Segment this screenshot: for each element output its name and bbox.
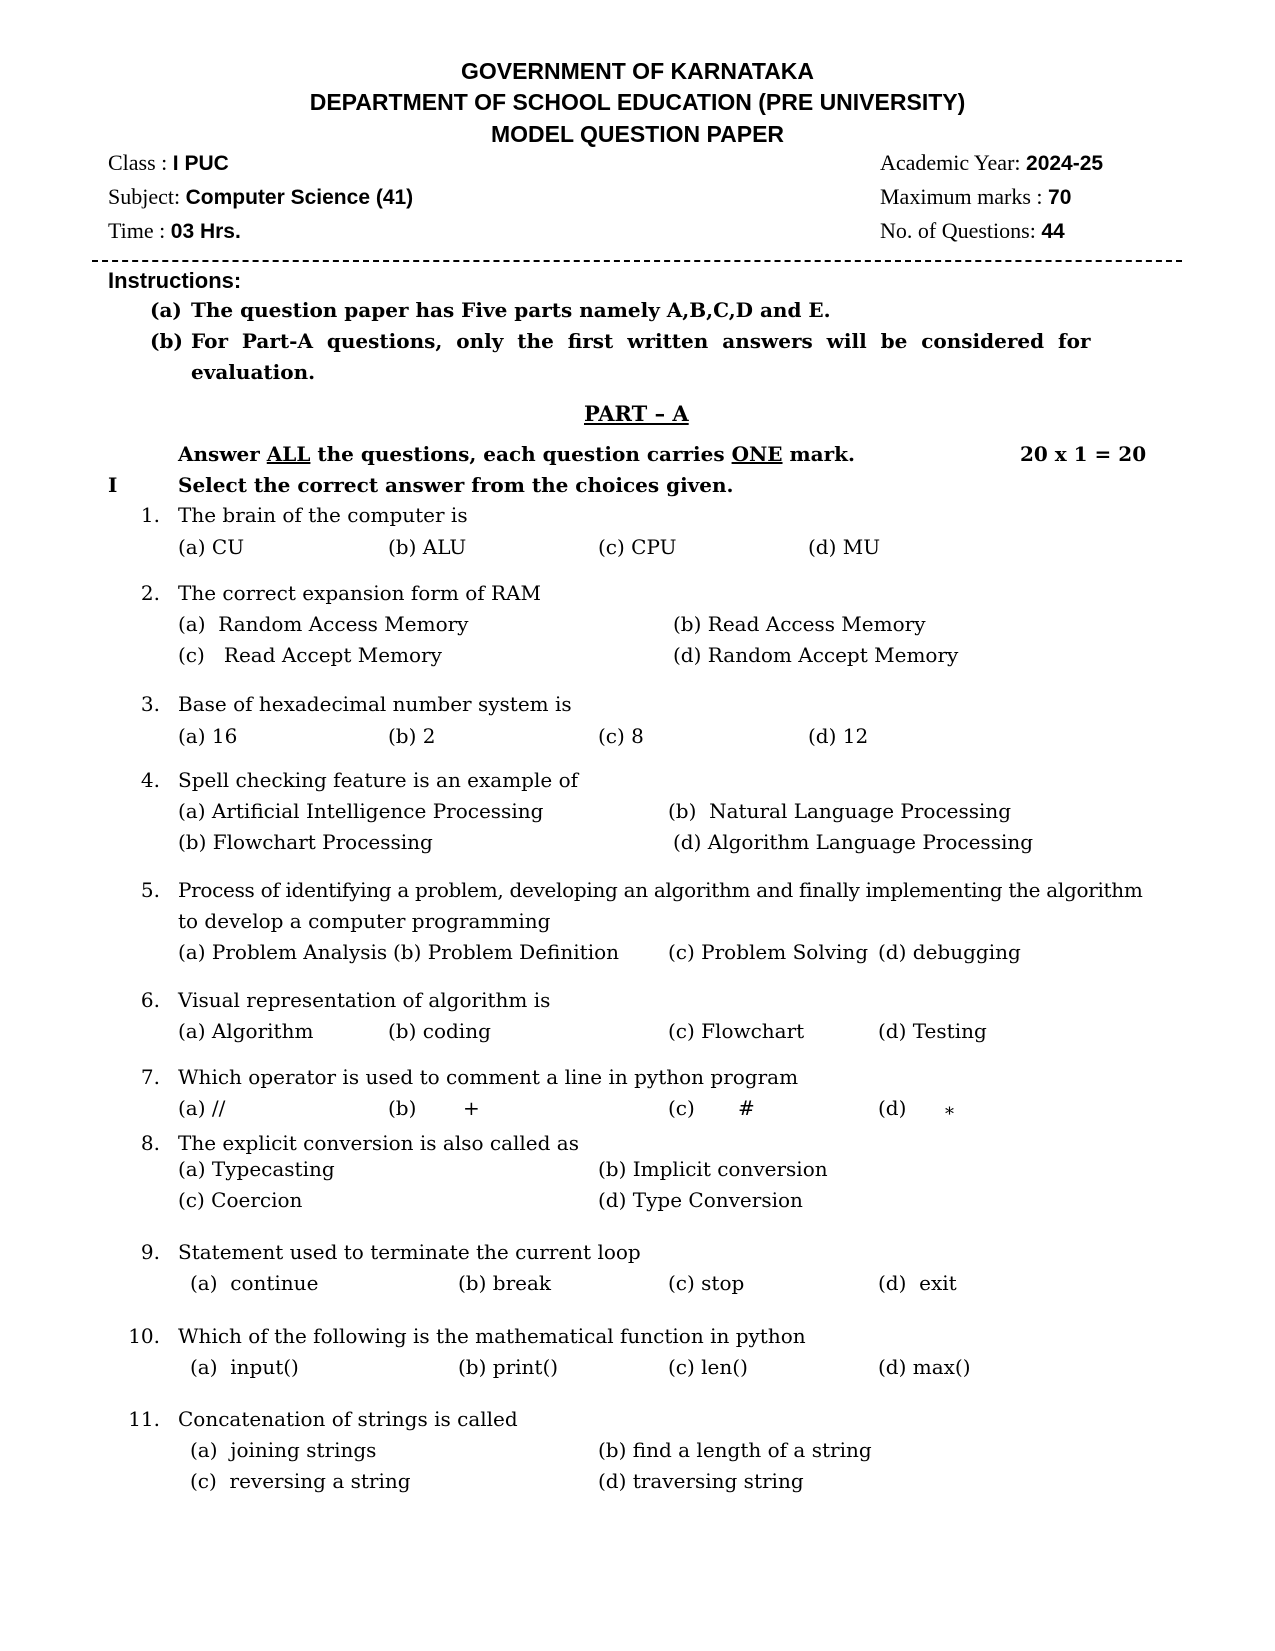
option-a: (a) CU [178, 535, 245, 559]
option-d: (d) exit [878, 1271, 957, 1295]
year-row [880, 150, 1103, 176]
question-text-line-2: to develop a computer programming [178, 909, 551, 933]
subject-value: Computer Science (41) [185, 186, 414, 209]
instructions-heading: Instructions: [108, 268, 242, 293]
section-roman: I [108, 473, 118, 497]
question-number: 3. [140, 692, 160, 716]
option-b: (b) Implicit conversion [598, 1157, 828, 1181]
question-text: Concatenation of strings is called [178, 1407, 518, 1431]
question-text-line-1: Process of identifying a problem, developing an algorithm and finally implementing the algorithm [178, 878, 1143, 902]
option-c: (c) CPU [598, 535, 677, 559]
question-number: 11. [128, 1407, 160, 1431]
option-b: (b) Problem Definition [393, 940, 620, 964]
option-c: (c) stop [668, 1271, 745, 1295]
option-b: (b) coding [388, 1019, 491, 1043]
option-b: (b) Read Access Memory [673, 612, 926, 636]
answer-mid: the questions, each question carries [310, 442, 732, 466]
question-number: 7. [140, 1065, 160, 1089]
marks-value: 70 [1048, 186, 1072, 209]
option-a: (a) 16 [178, 724, 238, 748]
header-line-3: MODEL QUESTION PAPER [490, 121, 785, 147]
question-text: The brain of the computer is [178, 503, 468, 527]
header-line-1: GOVERNMENT OF KARNATAKA [460, 58, 815, 84]
class-value: I PUC [172, 152, 229, 175]
class-row [108, 150, 229, 176]
option-b: (b) Natural Language Processing [668, 799, 1012, 823]
question-number: 2. [140, 581, 160, 605]
marks-row [880, 184, 1071, 210]
option-a: (a) Algorithm [178, 1019, 314, 1043]
instruction-a-text: The question paper has Five parts namely A,B,C,D and E. [191, 298, 831, 322]
option-c: (c) Problem Solving [668, 940, 869, 964]
question-text: Which of the following is the mathematical function in python [178, 1324, 806, 1348]
question-number: 5. [140, 878, 160, 902]
option-d-value: * [945, 1104, 954, 1125]
question-text: Base of hexadecimal number system is [178, 692, 572, 716]
option-d-label: (d) [878, 1096, 907, 1120]
section-instruction: Select the correct answer from the choices given. [178, 473, 734, 497]
option-b: (b) find a length of a string [598, 1438, 872, 1462]
option-d: (d) Type Conversion [598, 1188, 803, 1212]
part-title: PART – A [584, 401, 689, 426]
question-number: 4. [140, 768, 160, 792]
option-c: (c) 8 [598, 724, 644, 748]
year-value: 2024-25 [1026, 152, 1104, 175]
answer-post: mark. [782, 442, 855, 466]
option-d: (d) max() [878, 1355, 971, 1379]
question-number: 1. [140, 503, 160, 527]
time-label: Time : [108, 218, 166, 243]
option-d: (d) debugging [878, 940, 1021, 964]
marks-label: Maximum marks : [880, 184, 1043, 209]
questions-value: 44 [1041, 220, 1065, 243]
question-text: Statement used to terminate the current loop [178, 1240, 641, 1264]
option-a: (a) joining strings [190, 1438, 377, 1462]
question-text: Which operator is used to comment a line in python program [178, 1065, 799, 1089]
question-text: The correct expansion form of RAM [178, 581, 541, 605]
option-d: (d) Testing [878, 1019, 987, 1043]
questions-row [880, 218, 1065, 244]
part-marks: 20 x 1 = 20 [1020, 442, 1147, 466]
option-c: (c) reversing a string [190, 1469, 411, 1493]
answer-pre: Answer [178, 442, 267, 466]
question-number: 10. [128, 1324, 160, 1348]
option-d: (d) Algorithm Language Processing [673, 830, 1034, 854]
option-d: (d) 12 [808, 724, 869, 748]
subject-row [108, 184, 413, 210]
option-d: (d) Random Accept Memory [673, 643, 959, 667]
answer-instruction [178, 442, 855, 466]
option-b: (b) 2 [388, 724, 436, 748]
option-c: (c) Flowchart [668, 1019, 805, 1043]
question-number: 8. [140, 1131, 160, 1155]
class-label: Class : [108, 150, 168, 175]
time-value: 03 Hrs. [170, 220, 241, 243]
question-text: Spell checking feature is an example of [178, 768, 579, 792]
option-b: (b) break [458, 1271, 552, 1295]
question-number: 9. [140, 1240, 160, 1264]
instruction-b-text-1: For Part-A questions, only the first written answers will be considered for [191, 329, 1091, 353]
option-c: (c) Coercion [178, 1188, 303, 1212]
question-number: 6. [140, 988, 160, 1012]
option-a: (a) input() [190, 1355, 299, 1379]
option-d: (d) traversing string [598, 1469, 804, 1493]
option-a: (a) Problem Analysis [178, 940, 388, 964]
option-a: (a) Random Access Memory [178, 612, 469, 636]
instruction-a-label: (a) [150, 298, 182, 322]
dashed-divider [92, 260, 1182, 262]
questions-label: No. of Questions: [880, 218, 1036, 243]
time-row [108, 218, 241, 244]
subject-label: Subject: [108, 184, 181, 209]
option-c-label: (c) [668, 1096, 695, 1120]
year-label: Academic Year: [880, 150, 1021, 175]
instruction-b-text-2: evaluation. [191, 360, 316, 384]
option-a: (a) Typecasting [178, 1157, 335, 1181]
instruction-b-label: (b) [150, 329, 183, 353]
option-a: (a) // [178, 1096, 226, 1120]
option-b-value: + [463, 1096, 480, 1120]
header-line-2: DEPARTMENT OF SCHOOL EDUCATION (PRE UNIVERSITY) [309, 89, 966, 115]
option-b-label: (b) [388, 1096, 417, 1120]
answer-one: ONE [731, 442, 783, 466]
option-a: (a) continue [190, 1271, 319, 1295]
option-a: (a) Artificial Intelligence Processing [178, 799, 544, 823]
option-b: (b) print() [458, 1355, 559, 1379]
question-text: Visual representation of algorithm is [178, 988, 551, 1012]
option-c-value: # [738, 1096, 755, 1120]
option-c: (b) Flowchart Processing [178, 830, 433, 854]
question-text: The explicit conversion is also called as [178, 1131, 579, 1155]
option-d: (d) MU [808, 535, 881, 559]
option-c: (c) len() [668, 1355, 748, 1379]
option-c: (c) Read Accept Memory [178, 643, 442, 667]
answer-all: ALL [266, 442, 311, 466]
option-b: (b) ALU [388, 535, 467, 559]
